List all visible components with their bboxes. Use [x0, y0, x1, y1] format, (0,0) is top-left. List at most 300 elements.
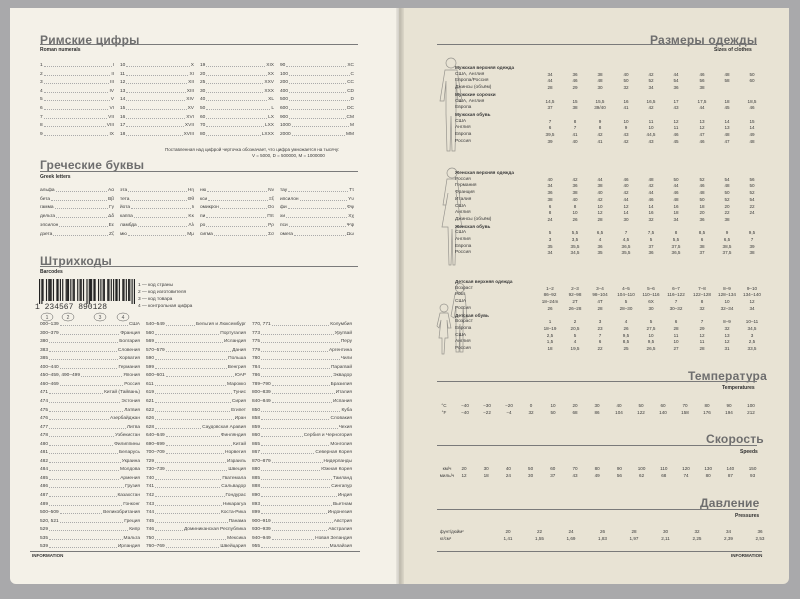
barcode-bar	[89, 279, 90, 304]
kids-size-label: Англия	[455, 339, 471, 345]
speed-kmh: 150	[748, 466, 757, 471]
kids-size-label: Европа	[455, 325, 472, 331]
barcode-legend-item: 4 — контрольная цифра	[138, 304, 193, 309]
barcode-row-key: 626	[146, 416, 155, 422]
barcode-row-dots	[155, 389, 232, 394]
barcode-row-key: 476	[40, 416, 49, 422]
kids-size-label: США	[455, 332, 467, 338]
barcode-row-dots	[155, 398, 231, 403]
barcode-row-dots	[261, 407, 340, 412]
women-size-label: США	[455, 230, 467, 236]
barcode-row-key: 867	[252, 450, 261, 456]
temp-celsius: 0	[529, 403, 533, 408]
women-size-value: 38,5	[722, 243, 732, 249]
kids-size-value: 22	[597, 346, 603, 351]
greek-row-value: Ππ	[267, 214, 274, 220]
kids-size-value: 8–9	[723, 285, 731, 291]
roman-row-key: 4	[40, 88, 43, 94]
temp-fahrenheit: 86	[594, 410, 600, 415]
barcode-row-key: 300–379	[40, 330, 59, 336]
barcode-row-dots	[81, 372, 122, 377]
roman-row-key: 11	[120, 71, 125, 77]
temp-fahrenheit: 212	[747, 410, 755, 415]
barcode-bar	[62, 279, 63, 301]
men-size-value: 10	[648, 125, 654, 131]
men-size-value: 46	[749, 105, 755, 111]
roman-row-value: I	[112, 63, 114, 68]
women-size-value: 18	[699, 203, 705, 209]
kids-size-label: Россия	[455, 305, 471, 311]
roman-row	[280, 105, 354, 112]
women-size-value: 36,5	[671, 250, 681, 256]
barcode-row-value: Финляндия	[220, 433, 246, 439]
men-size-value: 18	[724, 98, 730, 104]
kids-size-value: 10	[724, 299, 730, 305]
men-size-heading: Мужская обувь	[455, 111, 491, 117]
barcode-row-value: Бельгия и Люксембург	[196, 322, 246, 327]
roman-row	[120, 131, 194, 138]
men-size-value: 11	[673, 125, 679, 131]
barcode-row-key: 619	[146, 390, 155, 396]
roman-row-dots	[44, 105, 109, 110]
roman-row-dots	[44, 62, 112, 67]
roman-row-dots	[292, 122, 349, 127]
speed-mph: 12	[461, 473, 467, 478]
barcode-row-key: 500–509	[40, 510, 59, 516]
speed-kmh: 70	[572, 466, 578, 471]
greek-row	[120, 213, 194, 220]
barcode-row-key: 450–459, 490–499	[40, 373, 81, 379]
men-size-value: 9	[598, 118, 602, 124]
speed-kmh: 130	[704, 466, 713, 471]
barcode-row	[252, 407, 352, 414]
greek-row-key: каппа	[120, 214, 133, 220]
roman-row-dots	[44, 71, 111, 76]
greek-row-dots	[286, 213, 347, 218]
roman-row	[280, 131, 354, 138]
barcode-row-dots	[155, 355, 227, 360]
kids-size-value: 6X	[648, 299, 654, 305]
barcode-row	[40, 501, 140, 508]
barcode-row	[146, 432, 246, 439]
speed-kmh: 50	[528, 466, 534, 471]
barcode-row-value: Эстония	[121, 398, 140, 404]
barcode-row	[252, 449, 352, 456]
roman-row	[120, 71, 194, 78]
greek-row-value: Ββ	[108, 196, 114, 202]
right-footer: INFORMATION	[731, 553, 763, 558]
kids-size-value: 1–2	[546, 285, 554, 291]
barcode-row-dots	[49, 338, 118, 343]
barcode-row-dots	[49, 543, 117, 548]
barcode-row-dots	[49, 389, 103, 394]
roman-row-value: L	[271, 106, 274, 111]
barcode-row-value: Монголия	[330, 441, 352, 447]
barcode-row-key: 383	[40, 347, 49, 353]
kids-size-value: 110–116	[642, 292, 660, 298]
barcode-row-value: Доминиканская Республика	[184, 527, 246, 533]
kids-size-value: 3	[598, 319, 602, 325]
barcode-row	[252, 389, 352, 396]
barcode-row-value: Словакия	[330, 416, 352, 422]
barcode-row	[252, 441, 352, 448]
women-size-value: 37	[648, 243, 654, 249]
barcode-row-dots	[49, 415, 109, 420]
men-size-value: 17	[673, 98, 679, 104]
temp-subtitle: Temperatures	[722, 385, 755, 391]
roman-row-key: 8	[40, 123, 43, 129]
barcode-row-value: Сальвадор	[221, 484, 246, 490]
men-size-value: 15	[572, 98, 578, 104]
barcode-row-key: 775	[252, 339, 261, 345]
barcode-row-key: 000–139	[40, 322, 59, 327]
barcode-row-dots	[49, 475, 119, 480]
barcode-row	[40, 432, 140, 439]
men-size-value: 46	[572, 78, 578, 84]
greek-row-key: ро	[200, 222, 206, 228]
barcode-row-value: Израиль	[227, 458, 246, 464]
barcode-bar	[90, 279, 91, 301]
roman-row-dots	[126, 71, 188, 76]
roman-row-key: 3	[40, 80, 43, 86]
barcode-row-key: 628	[146, 424, 155, 430]
men-size-value: 42	[648, 71, 654, 77]
roman-row-key: 60	[200, 114, 206, 120]
barcode-row	[252, 501, 352, 508]
kids-size-value: 9,5	[647, 339, 655, 345]
barcode-row	[252, 466, 352, 473]
women-size-value: 5	[548, 230, 552, 236]
temp-celsius: 50	[638, 403, 644, 408]
greek-row-value: Δδ	[108, 214, 114, 220]
greek-row-value: Ψψ	[346, 222, 354, 228]
barcode-row	[40, 509, 140, 516]
barcode-row-dots	[261, 432, 303, 437]
roman-row-value: IX	[109, 131, 114, 137]
barcode-row-key: 482	[40, 458, 49, 464]
kids-size-value: 116–122	[667, 292, 685, 298]
men-size-value: 38	[572, 105, 578, 111]
roman-row-key: 1000	[280, 123, 291, 129]
men-size-value: 43	[673, 105, 679, 111]
barcode-row-value: Азербайджан	[110, 416, 140, 422]
kids-size-value: 2T	[572, 299, 578, 305]
barcode-row-key: 746	[146, 527, 155, 533]
kids-size-value: 7	[674, 299, 678, 305]
men-size-value: 50	[749, 71, 755, 77]
barcode-row	[40, 398, 140, 405]
barcode-bar	[67, 279, 68, 301]
women-size-value: 46	[648, 196, 654, 202]
barcode-row	[252, 475, 352, 482]
barcode-row-value: Исландия	[223, 339, 246, 345]
barcode-row	[146, 475, 246, 482]
men-size-value: 45	[724, 105, 730, 111]
greek-row-value: Ξξ	[268, 196, 274, 202]
roman-row-key: 400	[280, 88, 289, 94]
temp-rule	[437, 381, 757, 382]
women-size-value: 40	[572, 196, 578, 202]
women-size-value: 48	[724, 183, 730, 189]
roman-row	[120, 114, 194, 121]
barcode-bar	[93, 279, 94, 301]
women-size-value: 37,5	[671, 243, 681, 249]
roman-row-key: 100	[280, 71, 289, 77]
barcode-row-dots	[155, 364, 227, 369]
women-size-value: 46	[699, 183, 705, 189]
greek-row	[120, 231, 194, 238]
men-size-value: 54	[673, 78, 679, 84]
kids-size-value: 6	[598, 339, 602, 345]
barcode-row-key: 700–709	[146, 450, 165, 456]
greek-row-dots	[214, 231, 267, 236]
pressure-kg: 1,97	[629, 536, 639, 541]
barcode-row-value: Саудовская Аравия	[202, 424, 246, 430]
pressure-subtitle: Pressures	[735, 513, 760, 519]
barcode-row-value: Сербия и Черногория	[303, 433, 352, 439]
barcode-row	[40, 321, 140, 328]
men-size-label: Европа	[455, 105, 472, 111]
kids-size-value: 10	[673, 339, 679, 345]
roman-row	[200, 62, 274, 69]
pressure-psi: 20	[505, 529, 511, 534]
temp-celsius: 90	[726, 403, 732, 408]
greek-row-dots	[131, 204, 191, 209]
men-size-value: 38	[597, 71, 603, 77]
greek-row-value: Εε	[108, 222, 114, 228]
page-gutter	[396, 8, 404, 584]
barcode-row	[40, 441, 140, 448]
women-size-value: 38	[547, 196, 553, 202]
pressure-kg: 2,53	[755, 536, 765, 541]
barcode-row-dots	[272, 518, 333, 523]
barcode-row-dots	[261, 501, 332, 506]
roman-row-value: III	[110, 80, 114, 86]
barcode-row-key: 741	[146, 484, 155, 490]
greek-subtitle: Greek letters	[40, 174, 71, 180]
kids-size-value: 26,5	[646, 346, 656, 351]
pressure-psi: 32	[694, 529, 700, 534]
roman-row-dots	[206, 122, 264, 127]
roman-row-dots	[289, 88, 346, 93]
women-size-value: 22	[724, 210, 730, 216]
men-size-value: 14	[749, 125, 755, 131]
barcode-row-value: Словения	[117, 347, 140, 353]
greek-row-dots	[206, 213, 266, 218]
greek-row-key: тау	[280, 188, 288, 193]
women-size-value: 34	[547, 250, 553, 256]
barcode-row-value: Китай	[233, 441, 246, 447]
greek-row-dots	[51, 196, 107, 201]
pressure-kg: 2,25	[692, 536, 702, 541]
barcode-row-dots	[155, 415, 234, 420]
barcode-row	[252, 458, 352, 465]
roman-row-value: XV	[187, 106, 194, 111]
men-size-value: 41	[572, 132, 578, 137]
barcode-row	[146, 509, 246, 516]
roman-row-dots	[44, 79, 109, 84]
roman-row-value: XC	[347, 63, 354, 68]
roman-row-value: CM	[346, 114, 354, 120]
barcode-row-key: 485	[40, 475, 49, 481]
greek-row-key: дельта	[40, 214, 56, 220]
women-size-value: 34	[547, 183, 553, 189]
barcode-row-dots	[166, 441, 232, 446]
kids-size-value: 29	[699, 325, 705, 331]
greek-row-key: тета	[120, 196, 130, 202]
greek-row-key: эпсилон	[40, 222, 59, 228]
roman-note-1: Поставленная над цифрой черточка обозначает, что цифра умножается на тысячу:	[165, 147, 340, 152]
women-size-value: 56	[749, 176, 755, 182]
women-size-value: 4	[598, 237, 602, 242]
speed-kmh: 120	[682, 466, 690, 471]
barcode-row-value: Мальта	[123, 535, 140, 541]
barcode-legend-item: 1 — код страны	[138, 283, 174, 288]
barcode-row	[252, 347, 352, 354]
barcode-row-key: 885	[252, 475, 261, 481]
barcode-legend-item: 2 — код изготовителя	[138, 290, 187, 295]
barcode-row-key: 520, 521	[40, 518, 59, 524]
women-size-value: 37,5	[722, 250, 732, 256]
barcode-row-dots	[49, 483, 124, 488]
women-size-value: 36,5	[621, 243, 631, 249]
kids-size-value: 12	[749, 299, 755, 305]
women-size-value: 8	[548, 210, 552, 216]
greek-row-value: Κκ	[188, 214, 194, 220]
kids-size-value: 4–5	[622, 285, 630, 291]
barcode-row-value: Беларусь	[119, 450, 140, 456]
women-size-label: США	[455, 203, 467, 209]
women-size-value: 52	[724, 196, 730, 202]
men-size-value: 48	[749, 138, 755, 144]
roman-row-value: CC	[347, 80, 354, 86]
barcode-row-key: 780	[252, 356, 261, 362]
greek-row-dots	[206, 222, 267, 227]
roman-row-key: 40	[200, 97, 206, 103]
barcode-row	[146, 338, 246, 345]
barcode-row-key: 744	[146, 510, 155, 516]
roman-row-value: CD	[347, 88, 354, 94]
barcode-row-dots	[60, 518, 124, 523]
greek-row-value: Υυ	[348, 196, 354, 202]
women-size-value: 24	[547, 216, 553, 222]
speed-mph: миль/ч	[439, 473, 455, 478]
greek-row-dots	[128, 231, 186, 236]
barcode-row-key: 569	[146, 339, 155, 345]
barcode-row	[146, 518, 246, 525]
men-size-value: 37	[547, 105, 553, 111]
barcode-row-dots	[261, 543, 329, 548]
barcode-bar	[41, 279, 42, 304]
barcode-bar	[95, 279, 96, 301]
roman-row	[120, 88, 194, 95]
barcode-row	[40, 415, 140, 422]
barcode-row-dots	[166, 543, 220, 548]
barcode-row	[252, 321, 352, 328]
barcode-bar	[68, 279, 69, 301]
women-size-value: 30	[623, 216, 629, 222]
roman-row	[120, 62, 194, 69]
men-size-value: 14	[724, 118, 730, 124]
women-size-value: 10	[572, 210, 578, 216]
speed-kmh: 140	[726, 466, 735, 471]
barcode-row-key: 899	[252, 510, 261, 516]
barcode-row	[146, 449, 246, 456]
barcode-row	[146, 389, 246, 396]
barcode-bar	[51, 279, 52, 301]
men-size-value: 52	[648, 78, 654, 84]
speed-mph: 18	[483, 473, 489, 478]
kids-size-value: 32	[699, 305, 705, 311]
barcode-row-value: Бразилия	[330, 381, 352, 387]
roman-row-key: 900	[280, 114, 289, 120]
roman-row	[40, 88, 114, 95]
men-size-label: Джинсы (объём)	[455, 85, 492, 91]
barcode-row	[252, 509, 352, 516]
barcode-row-value: ЮАР	[234, 373, 246, 379]
speed-kmh: 100	[637, 466, 646, 471]
barcode-row	[146, 330, 246, 337]
barcode-bar	[104, 279, 105, 301]
barcode-row	[40, 449, 140, 456]
barcode-row-dots	[49, 449, 118, 454]
kids-size-value: 28	[699, 346, 705, 351]
barcode-row-value: Молдова	[119, 467, 140, 473]
roman-row-value: XI	[189, 71, 194, 77]
barcode-row-dots	[60, 321, 128, 326]
greek-row	[280, 213, 354, 220]
greek-row-value: Γγ	[108, 205, 114, 211]
roman-row-key: 90	[280, 63, 286, 68]
barcode-row	[252, 526, 352, 533]
men-size-value: 48	[597, 78, 603, 84]
greek-row-key: альфа	[40, 188, 55, 193]
roman-row	[120, 105, 194, 112]
barcode-row-dots	[261, 372, 332, 377]
roman-row	[40, 114, 114, 121]
greek-row-value: Αα	[108, 188, 114, 193]
barcode-row-key: 400–440	[40, 364, 59, 370]
men-size-value: 49	[749, 132, 755, 137]
barcode-bar	[111, 279, 112, 301]
women-size-value: 46	[623, 176, 629, 182]
barcode-row	[146, 364, 246, 371]
men-size-value: 39,5	[545, 132, 555, 137]
roman-row	[280, 62, 354, 69]
women-size-heading: Женская верхняя одежда	[455, 170, 514, 175]
barcode-row-value: Швейцария	[220, 544, 246, 550]
speed-kmh: 60	[550, 466, 556, 471]
barcode-row-key: 600–601	[146, 373, 165, 379]
women-size-value: 16	[648, 210, 654, 216]
kids-size-heading: Детская обувь	[455, 312, 489, 318]
men-size-value: 13	[699, 118, 705, 124]
men-size-value: 39	[547, 138, 553, 144]
barcode-row-value: Индия	[337, 493, 352, 498]
kids-size-value: 10	[648, 332, 654, 338]
roman-row-dots	[126, 105, 186, 110]
greek-row-value: Χχ	[348, 214, 354, 220]
men-size-value: 7	[548, 118, 552, 124]
barcode-row	[146, 501, 246, 508]
barcode-row-dots	[49, 492, 117, 497]
roman-row-dots	[126, 122, 184, 127]
barcode-bar	[39, 279, 40, 304]
pressure-title: Давление	[700, 496, 760, 510]
barcode-row-key: 481	[40, 450, 49, 456]
barcode-row-dots	[166, 321, 195, 326]
barcode-row	[252, 372, 352, 379]
